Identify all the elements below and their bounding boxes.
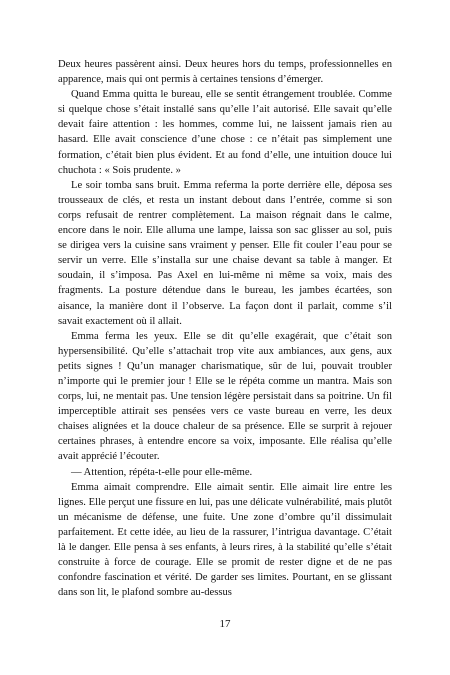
paragraph-dialogue: — Attention, répéta-t-elle pour elle-même.	[71, 466, 253, 478]
paragraph-3: Le soir tomba sans bruit. Emma referma la porte derrière elle, déposa ses trousseaux de clés, et resta un instant debout dans l’entrée, comme si son corps refusait de rentrer complètement. La maison régnait dans le calme, encore dans le noir. Elle alluma une lampe, laissa son sac glisser au sol, puis se dirigea vers la cuisine sans vraiment y penser. Elle fit couler l’eau pour se servir un verre. Elle s’installa sur une chaise devant sa table à manger. Et soudain, il s’imposa. Pas Axel en lui-même ni même sa voix, mais des fragments. La posture détendue dans le bureau, les jambes écartées, son aisance, la manière dont il l’observe. La façon dont il parlait, comme s’il savait exactement où il allait.	[58, 179, 392, 327]
paragraph-4: Emma ferma les yeux. Elle se dit qu’elle exagérait, que c’était son hypersensibilité. Qu’elle s’attachait trop vite aux ambiances, aux gens, aux petits signes ! Qu’un manager charismatique, sûr de lui, pouvait troubler n’importe qui le premier jour ! Elle se le répéta comme un mantra. Mais son corps, lui, ne mentait pas. Une tension légère persistait dans sa poitrine. Un fil imperceptible attirait ses pensées vers ce vaste bureau en verre, les deux chaises alignées et la douce chaleur de sa présence. Elle se surprit à rejouer certaines phrases, à entendre encore sa voix, imposante. Elle réalisa qu’elle avait apprécié l’écouter.	[58, 330, 392, 463]
page-body	[58, 57, 392, 600]
page-number: 17	[219, 618, 231, 630]
paragraph-1: Deux heures passèrent ainsi. Deux heures hors du temps, professionnelles en apparence, mais qui ont permis à certaines tensions d’émerger.	[58, 59, 392, 86]
paragraph-6: Emma aimait comprendre. Elle aimait sentir. Elle aimait lire entre les lignes. Elle perçut une fissure en lui, pas une délicate vulnérabilité, mais plutôt un mécanisme de défense, une fuite. Une zone d’ombre qu’il dissimulait parfaitement. Et cette idée, au lieu de la rassurer, l’intrigua davantage. C’était là le danger. Elle pensa à ses enfants, à leurs rires, à la stabilité qu’elle s’était construite à force de courage. Elle se promit de rester digne et de ne pas confondre fascination et vérité. De garder ses limites. Pourtant, en se glissant dans son lit, le plafond sombre au-dessus	[58, 481, 392, 599]
paragraph-2: Quand Emma quitta le bureau, elle se sentit étrangement troublée. Comme si quelque chose s’était installé sans qu’elle l’ait autorisé. Elle savait qu’elle devait faire attention : les hommes, comme lui, ne laissent jamais rien au hasard. Elle avait conscience d’une chose : ce n’était pas simplement une formation, c’était bien plus évident. Et au fond d’elle, une intuition douce lui chuchota : « Sois prudente. »	[58, 89, 392, 176]
